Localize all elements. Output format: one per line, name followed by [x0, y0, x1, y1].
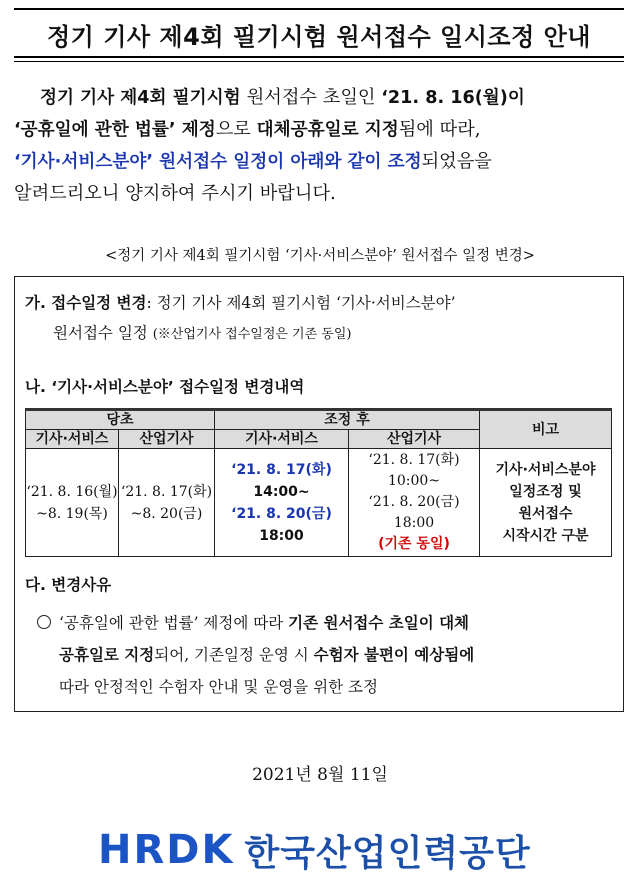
schedule-table — [25, 408, 612, 557]
table-cell-adj-ind: ‘21. 8. 17(화) 10:00~ ‘21. 8. 20(금) 18:00 (기존 동일) — [349, 449, 480, 557]
table-cell-remark: 기사·서비스분야 일정조정 및 원서접수 시작시간 구분 — [480, 449, 612, 557]
intro-line-1 — [14, 82, 628, 114]
header-eng-service: 기사·서비스 — [26, 430, 119, 449]
header-industrial: 산업기사 — [119, 430, 215, 449]
section-a-text: : 정기 기사 제4회 필기시험 ‘기사·서비스분야’ — [146, 294, 456, 312]
intro-law: ‘공휴일에 관한 법률’ 제정 — [14, 120, 216, 140]
details-box — [14, 276, 624, 712]
section-a-label: 가. 접수일정 변경 — [25, 294, 147, 312]
intro-text: 됨에 따라, — [398, 119, 481, 140]
header-original: 당초 — [26, 410, 215, 430]
header-remark: 비고 — [480, 410, 612, 449]
logo-org-name: 한국산업인력공단 — [244, 832, 531, 874]
intro-holiday: 대체공휴일로 지정 — [256, 120, 399, 140]
section-b-label: 나. ‘기사·서비스분야’ 접수일정 변경내역 — [25, 378, 305, 396]
section-b — [25, 375, 304, 397]
section-c — [25, 573, 111, 595]
hrdk-logo — [98, 827, 531, 874]
section-a — [25, 291, 456, 343]
schedule-subtitle: <정기 기사 제4회 필기시험 ‘기사·서비스분야’ 원서접수 일정 변경> — [105, 248, 535, 264]
intro-exam-name: 정기 기사 제4회 필기시험 — [40, 88, 247, 108]
table-cell-orig-ind: ‘21. 8. 17(화) ~8. 20(금) — [119, 449, 215, 557]
document-date: 2021년 8월 11일 — [252, 765, 388, 785]
intro-paragraph — [14, 82, 628, 210]
header-industrial-adjusted: 산업기사 — [349, 430, 480, 449]
table-cell-adj-eng: ‘21. 8. 17(화) 14:00~ ‘21. 8. 20(금) 18:00 — [215, 449, 349, 557]
bullet-circle-icon — [37, 615, 51, 629]
page-title: 정기 기사 제4회 필기시험 원서접수 일시조정 안내 — [46, 23, 591, 51]
intro-line-3 — [14, 146, 628, 178]
reason-text: ‘공휴일에 관한 법률’ 제정에 따라 기존 원서접수 초일이 대체 공휴일로 지정되어, 기존일정 운영 시 수험자 불편이 예상됨에 따라 안정적인 수험자 안내 및 운영을 위한 조정 — [37, 607, 613, 703]
intro-line-4: 알려드리오니 양지하여 주시기 바랍니다. — [14, 183, 336, 204]
intro-text: 으로 — [215, 119, 257, 140]
intro-line-2 — [14, 114, 628, 146]
intro-date: ‘21. 8. 16(월)이 — [381, 88, 525, 108]
intro-text: 되었음을 — [421, 151, 492, 172]
table-cell-orig-eng: ‘21. 8. 16(월) ~8. 19(목) — [26, 449, 119, 557]
intro-text: 원서접수 초일인 — [246, 87, 382, 108]
logo-mark: HRDK — [98, 827, 235, 873]
section-c-label: 다. 변경사유 — [25, 576, 112, 594]
section-a-note: (※산업기사 접수일정은 기존 동일) — [152, 327, 352, 342]
header-adjusted: 조정 후 — [215, 410, 480, 430]
header-eng-service-adjusted: 기사·서비스 — [215, 430, 349, 449]
title-banner — [14, 8, 624, 58]
intro-adjustment: ‘기사·서비스분야’ 원서접수 일정이 아래와 같이 조정 — [14, 152, 422, 172]
section-a-text-2: 원서접수 일정 — [53, 324, 153, 342]
